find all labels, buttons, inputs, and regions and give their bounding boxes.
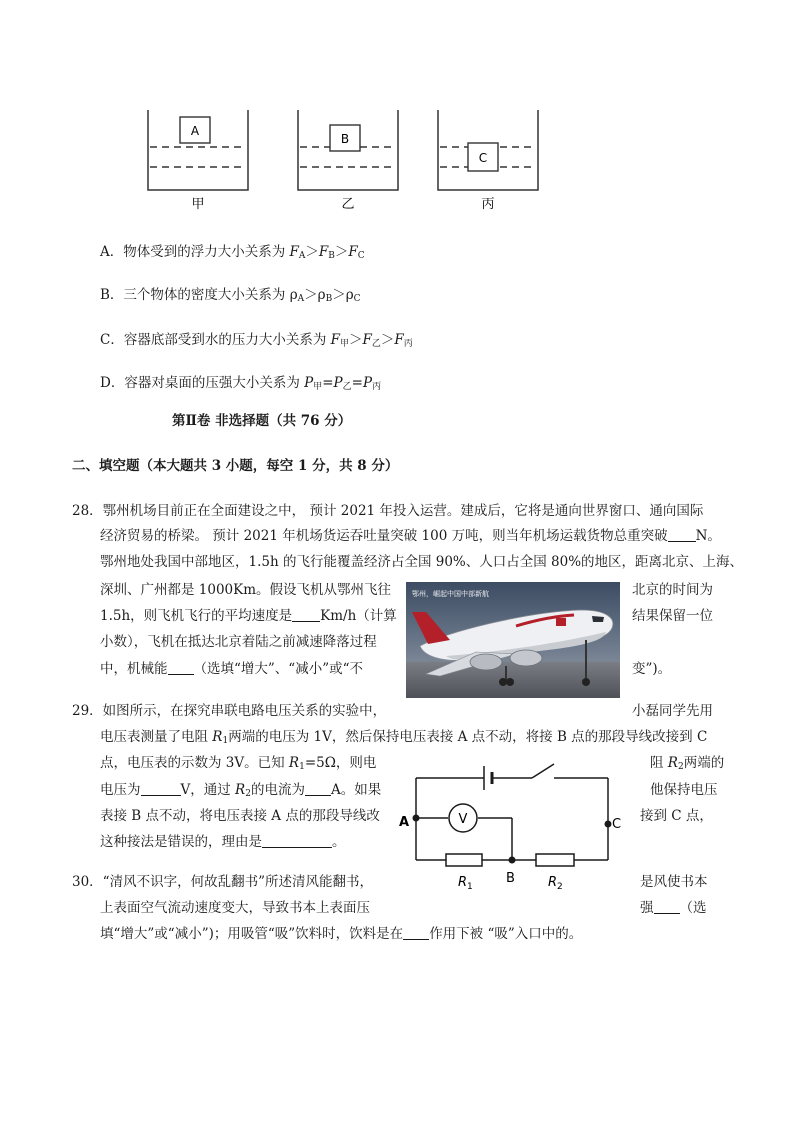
q29-line-4a: 电压为 V，通过 $R_2$的电流为 A。如果 (100, 782, 382, 799)
q30-blank-2[interactable] (403, 925, 429, 940)
label-r1: $R_1$ (458, 875, 473, 892)
q28-line-1: 28．鄂州机场目前正在全面建设之中， 预计 2021 年投入运营。建成后，它将是通向世界窗口、通向国际 (72, 503, 704, 519)
switch-blade (532, 764, 554, 778)
q28-line-5c: 结果保留一位 (632, 608, 713, 624)
container-yi (298, 110, 398, 212)
circuit-diagram (396, 756, 636, 894)
option-b: B．三个物体的密度大小关系为 $\rho_A>\rho_B>\rho_C$ (100, 287, 361, 304)
label-c: C (612, 817, 622, 832)
q30-line-3: 填“增大”或“减小”)；用吸管“吸”饮料时，饮料是在 作用下被 “吸”入口中的。 (100, 926, 583, 942)
node-a (413, 815, 420, 822)
q28-line-5a: 1.5h，则飞机飞行的平均速度是 Km/h（计算 (100, 608, 397, 624)
q28-line-4a: 深圳、广州都是 1000Km。假设飞机从鄂州飞往 (100, 582, 392, 598)
q29-line-5a: 表接 B 点不动，将电压表接 A 点的那段导线改 (100, 808, 380, 824)
q29-blank-3[interactable] (262, 833, 332, 848)
q29-line-2: 电压表测量了电阻 $R_1$两端的电压为 1V，然后保持电压表接 A 点不动，将接 B 点的那段导线改接到 C (100, 729, 708, 746)
container-jia-label: 甲 (191, 197, 205, 212)
q28-line-4b: 北京的时间为 (632, 582, 713, 598)
q29-line-5b: 接到 C 点， (640, 808, 713, 824)
option-d: D．容器对桌面的压强大小关系为 $P_甲=P_乙=P_丙$ (100, 375, 382, 392)
node-b (509, 857, 516, 864)
q29-blank-1[interactable] (141, 781, 181, 796)
q30-line-2a: 上表面空气流动速度变大，导致书本上表面压 (100, 900, 370, 916)
label-a: A (399, 815, 410, 830)
block-c-label: C (478, 151, 488, 165)
containers-figure (140, 105, 550, 215)
block-b-label: B (340, 132, 350, 146)
q28-line-7a: 中，机械能 （选填“增大”、“减小”或“不 (100, 661, 364, 677)
option-c: C．容器底部受到水的压力大小关系为 $F_甲>F_乙>F_丙$ (100, 332, 413, 349)
container-yi-label: 乙 (341, 197, 355, 212)
q28-blank-2[interactable] (292, 607, 320, 622)
block-a-label: A (190, 124, 200, 138)
option-a: A．物体受到的浮力大小关系为 $F_A>F_B>F_C$ (100, 244, 365, 261)
q29-line-6: 这种接法是错误的，理由是 。 (100, 834, 346, 850)
q30-line-2b: 强 （选 (640, 900, 707, 916)
fill-in-heading: 二、填空题（本大题共 3 小题，每空 1 分，共 8 分） (72, 458, 399, 474)
resistor-r1 (446, 854, 482, 866)
q29-line-4e: 他保持电压 (650, 782, 718, 798)
q29-line-1a: 29．如图所示，在探究串联电路电压关系的实验中， (72, 703, 387, 719)
container-jia (148, 110, 248, 212)
part-two-title: 第Ⅱ卷 非选择题（共 76 分） (172, 413, 352, 429)
q29-line-1b: 小磊同学先用 (632, 703, 713, 719)
q28-blank-1[interactable] (668, 527, 696, 542)
label-r2: $R_2$ (548, 875, 563, 892)
q30-line-1a: 30．“清风不识字，何故乱翻书”所述清风能翻书， (72, 874, 373, 890)
q28-line-6: 小数），飞机在抵达北京着陆之前减速降落过程 (100, 634, 377, 650)
q28-line-7c: 变”)。 (632, 661, 672, 677)
q28-line-3: 鄂州地处我国中部地区，1.5h 的飞行能覆盖经济占全国 90%、人口占全国 80%的地区，距离北京、上海、 (100, 554, 744, 570)
q30-blank-1[interactable] (654, 899, 680, 914)
airplane-photo (406, 582, 620, 698)
photo-caption: 鄂州，崛起中国中部新航 (412, 590, 489, 598)
resistor-r2 (536, 854, 574, 866)
voltmeter-label: V (458, 812, 468, 827)
q28-blank-3[interactable] (168, 660, 194, 675)
q28-line-2: 经济贸易的桥梁。 预计 2021 年机场货运吞吐量突破 100 万吨，则当年机场运载货物总重突破 N。 (100, 528, 721, 544)
container-bing-label: 丙 (481, 197, 495, 212)
label-b: B (506, 871, 515, 886)
q29-line-3a: 点，电压表的示数为 3V。已知 $R_1=5\Omega$，则电 (100, 755, 377, 772)
q30-line-1b: 是风使书本 (640, 874, 708, 890)
q29-blank-2[interactable] (305, 781, 331, 796)
container-bing (438, 110, 538, 212)
q29-line-3c: 阻 $R_2$两端的 (650, 755, 725, 772)
node-c (605, 821, 612, 828)
